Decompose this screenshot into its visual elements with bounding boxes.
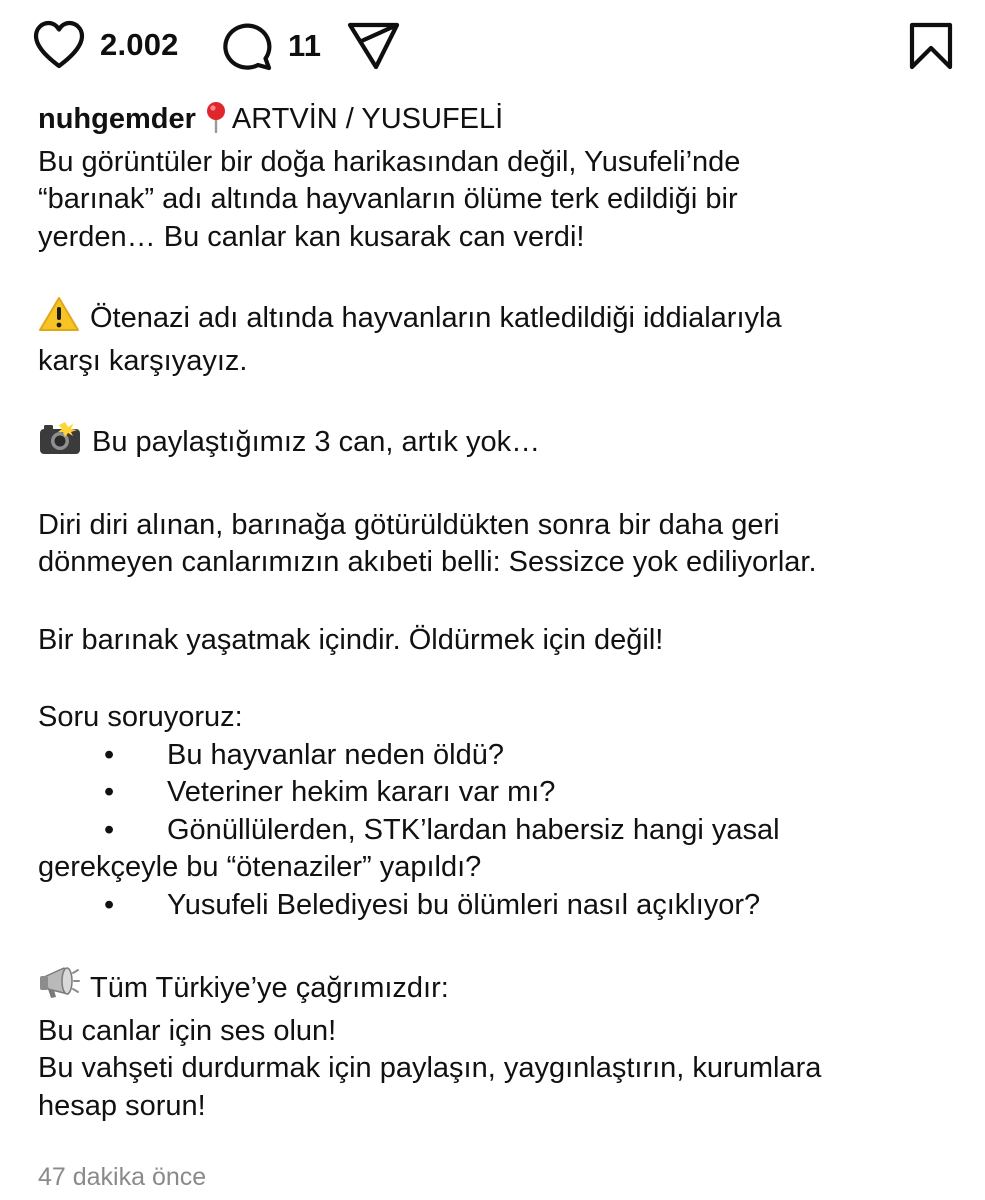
list-item: [38, 774, 958, 812]
comment-button[interactable]: [220, 20, 321, 72]
caption-line: Bir barınak yaşatmak içindir. Öldürmek için değil!: [38, 623, 664, 656]
caption-line: yerden… Bu canlar kan kusarak can verdi!: [38, 220, 585, 253]
caption-text: Tüm Türkiye’ye çağrımızdır:: [90, 972, 449, 1004]
megaphone-emoji: [38, 964, 80, 1013]
question-text: Yusufeli Belediyesi bu ölümleri nasıl açıklıyor?: [167, 888, 761, 921]
caption-line: karşı karşıyayız.: [38, 344, 248, 377]
round-pushpin-emoji: [204, 101, 228, 144]
caption-line: “barınak” adı altında hayvanların ölüme terk edildiği bir: [38, 183, 738, 215]
caption-line: hesap sorun!: [38, 1089, 206, 1122]
camera-with-flash-emoji: [38, 420, 82, 467]
caption-header: [38, 101, 958, 144]
question-text: Gönüllülerden, STK’lardan habersiz hangi yasal: [167, 813, 780, 846]
post-caption: [38, 101, 958, 1125]
question-text: Bu hayvanlar neden öldü?: [167, 738, 504, 771]
caption-line: Diri diri alınan, barınağa götürüldükten sonra bir daha geri: [38, 508, 780, 541]
bullet: •: [104, 888, 115, 921]
caption-text: Ötenazi adı altında hayvanların katledildiği iddialarıyla: [90, 302, 782, 334]
caption-text: Bu paylaştığımız 3 can, artık yok…: [92, 426, 541, 458]
bullet: •: [104, 813, 115, 846]
post-timestamp: 47 dakika önce: [38, 1163, 207, 1191]
question-text: Veteriner hekim kararı var mı?: [167, 776, 556, 808]
caption-line: [38, 420, 958, 467]
like-button[interactable]: [32, 20, 179, 70]
caption-line: [38, 296, 958, 343]
caption-line: Bu canlar için ses olun!: [38, 1014, 337, 1047]
like-count[interactable]: 2.002: [100, 27, 179, 62]
save-button[interactable]: [908, 21, 954, 71]
share-button[interactable]: [345, 20, 401, 72]
caption-line: Bu vahşeti durdurmak için paylaşın, yaygınlaştırın, kurumlara: [38, 1052, 822, 1084]
list-item: [38, 812, 958, 850]
bullet: •: [104, 738, 115, 771]
list-item: [38, 887, 958, 925]
list-item: [38, 737, 958, 775]
bookmark-icon[interactable]: [908, 21, 954, 71]
caption-line: Soru soruyoruz:: [38, 701, 243, 733]
speech-bubble-icon[interactable]: [220, 20, 274, 72]
bullet: •: [104, 776, 115, 808]
caption-line: dönmeyen canlarımızın akıbeti belli: Sessizce yok ediliyorlar.: [38, 546, 817, 578]
username[interactable]: nuhgemder: [38, 103, 196, 135]
comment-count[interactable]: 11: [288, 28, 322, 63]
location-tag[interactable]: ARTVİN / YUSUFELİ: [231, 103, 504, 135]
post-action-bar: [0, 0, 985, 95]
heart-icon[interactable]: [32, 20, 86, 70]
caption-line: [38, 964, 958, 1013]
caption-line: Bu görüntüler bir doğa harikasından değil, Yusufeli’nde: [38, 145, 741, 178]
question-text-continued: gerekçeyle bu “ötenaziler” yapıldı?: [38, 851, 482, 883]
warning-sign-emoji: [38, 296, 80, 343]
paper-plane-icon[interactable]: [345, 20, 401, 72]
